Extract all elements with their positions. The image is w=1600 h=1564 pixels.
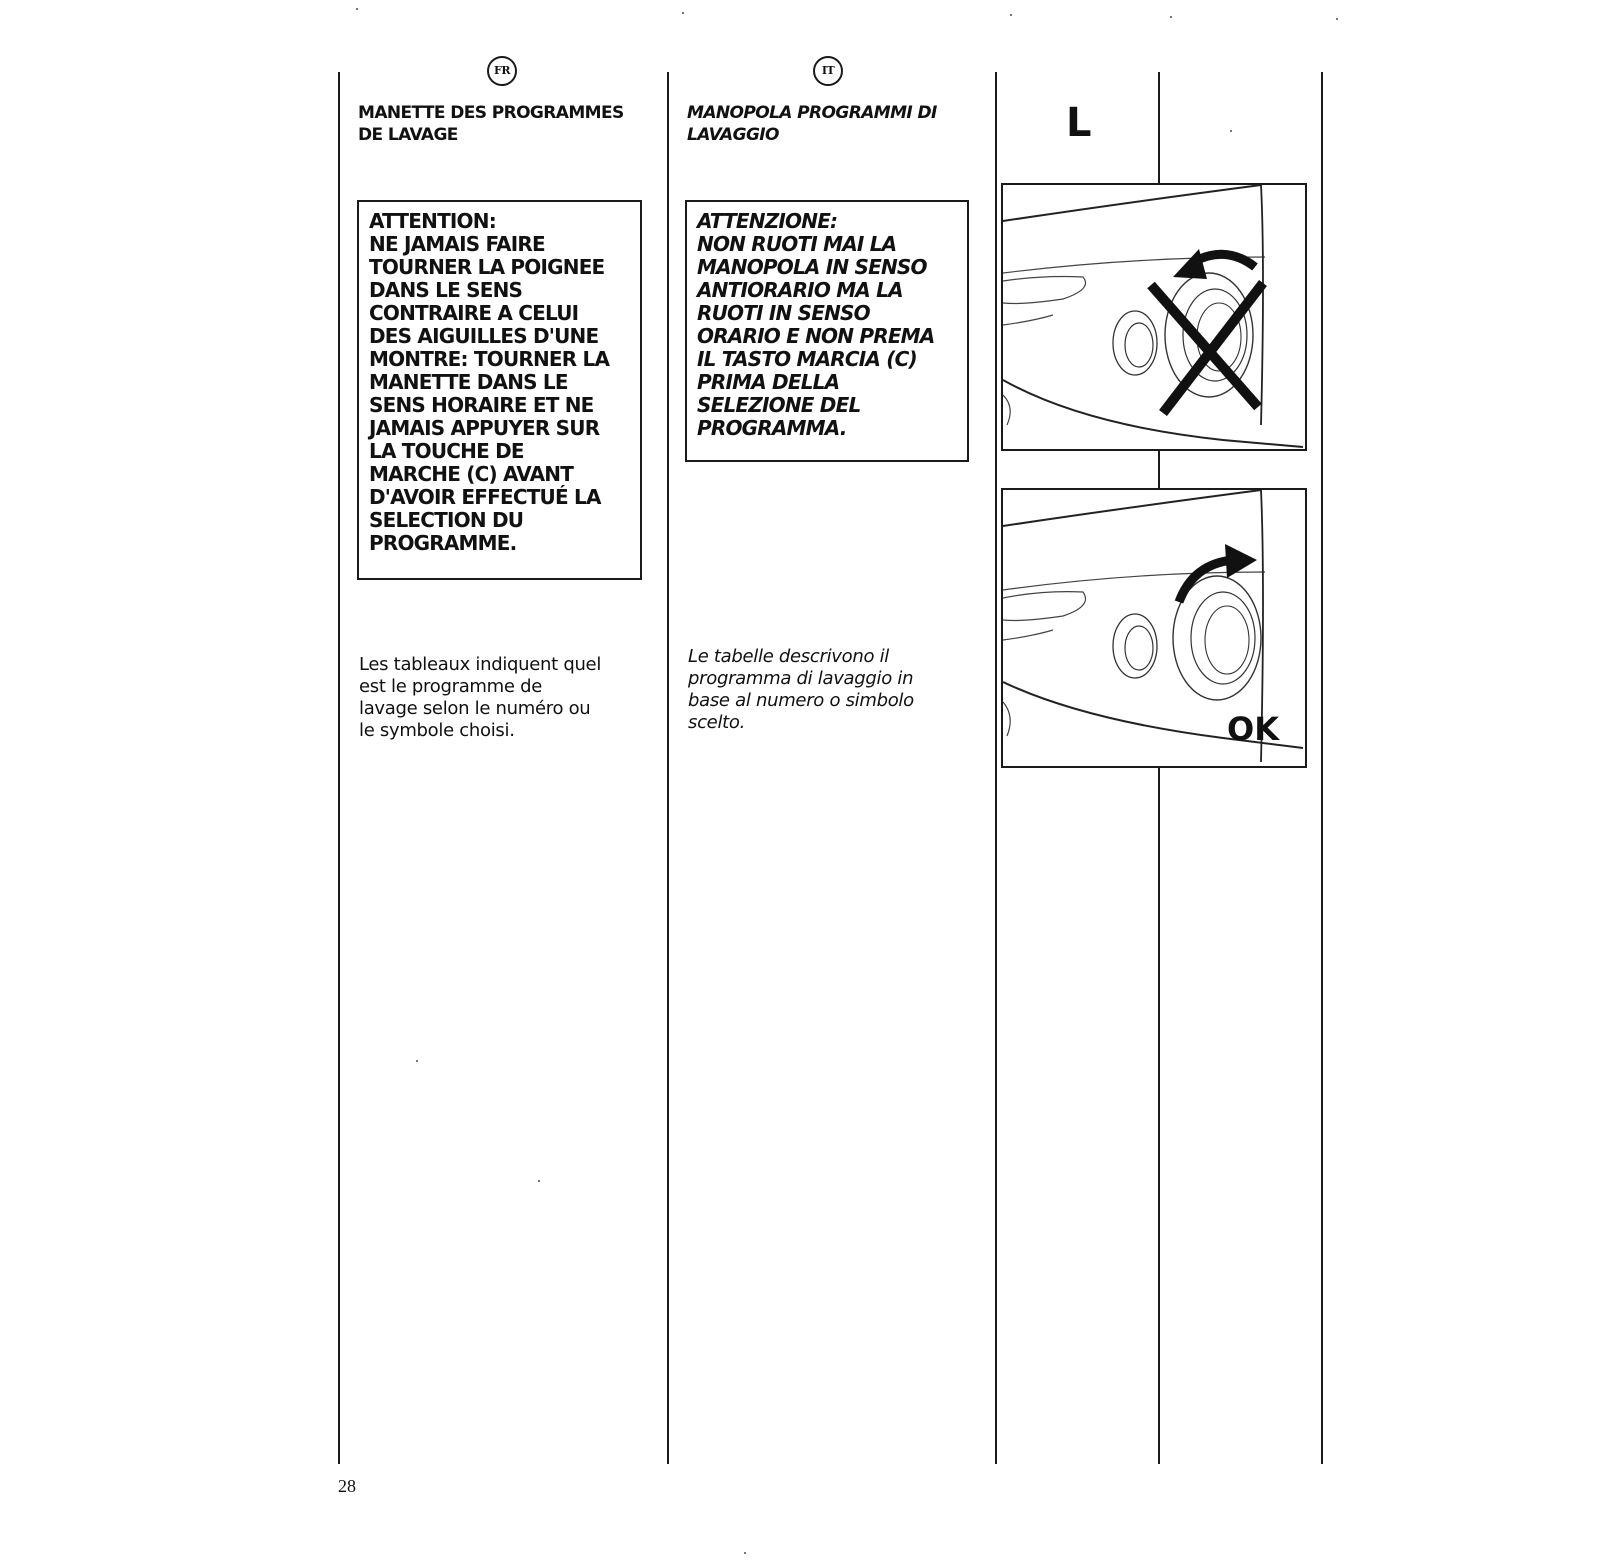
- scan-speck: [682, 12, 684, 14]
- scan-speck: [356, 8, 358, 10]
- scan-speck: [1170, 16, 1172, 18]
- body-text-it: Le tabelle descrivono il programma di lavaggio in base al numero o simbolo scelto.: [688, 646, 914, 733]
- scan-speck: [416, 1060, 418, 1062]
- figure-letter: L: [1066, 100, 1092, 146]
- illustration-wrong-direction: [1001, 183, 1307, 451]
- page-number: 28: [338, 1476, 356, 1496]
- ok-label: OK: [1227, 710, 1279, 748]
- knob-panel-crossed-illustration: [1003, 185, 1305, 449]
- section-title-fr: MANETTE DES PROGRAMMES DE LAVAGE: [358, 103, 624, 145]
- scan-speck: [1336, 18, 1338, 20]
- scan-speck: [538, 1180, 540, 1182]
- language-badge-it: IT: [813, 56, 843, 86]
- scan-speck: [744, 1552, 746, 1554]
- body-text-fr: Les tableaux indiquent quel est le programme de lavage selon le numéro ou le symbole choisi.: [359, 654, 602, 741]
- column-rule-left: [338, 72, 340, 1464]
- column-rule-center: [667, 72, 669, 1464]
- warning-box-it: ATTENZIONE: NON RUOTI MAI LA MANOPOLA IN SENSO ANTIORARIO MA LA RUOTI IN SENSO ORARIO E NON PREMA IL TASTO MARCIA (C) PRIMA DELLA SELEZIONE DEL PROGRAMMA.: [685, 200, 969, 462]
- section-title-it: MANOPOLA PROGRAMMI DI LAVAGGIO: [687, 103, 937, 145]
- warning-box-fr: ATTENTION: NE JAMAIS FAIRE TOURNER LA POIGNEE DANS LE SENS CONTRAIRE A CELUI DES AIGUILLES D'UNE MONTRE: TOURNER LA MANETTE DANS LE SENS HORAIRE ET NE JAMAIS APPUYER SUR LA TOUCHE DE MARCHE (C) AVANT D'AVOIR EFFECTUÉ LA SELECTION DU PROGRAMME.: [357, 200, 642, 580]
- scan-speck: [1230, 130, 1232, 132]
- column-rule-right: [1321, 72, 1323, 1464]
- scan-speck: [1010, 14, 1012, 16]
- column-rule-figure-left: [995, 72, 997, 1464]
- language-badge-fr: FR: [487, 56, 517, 86]
